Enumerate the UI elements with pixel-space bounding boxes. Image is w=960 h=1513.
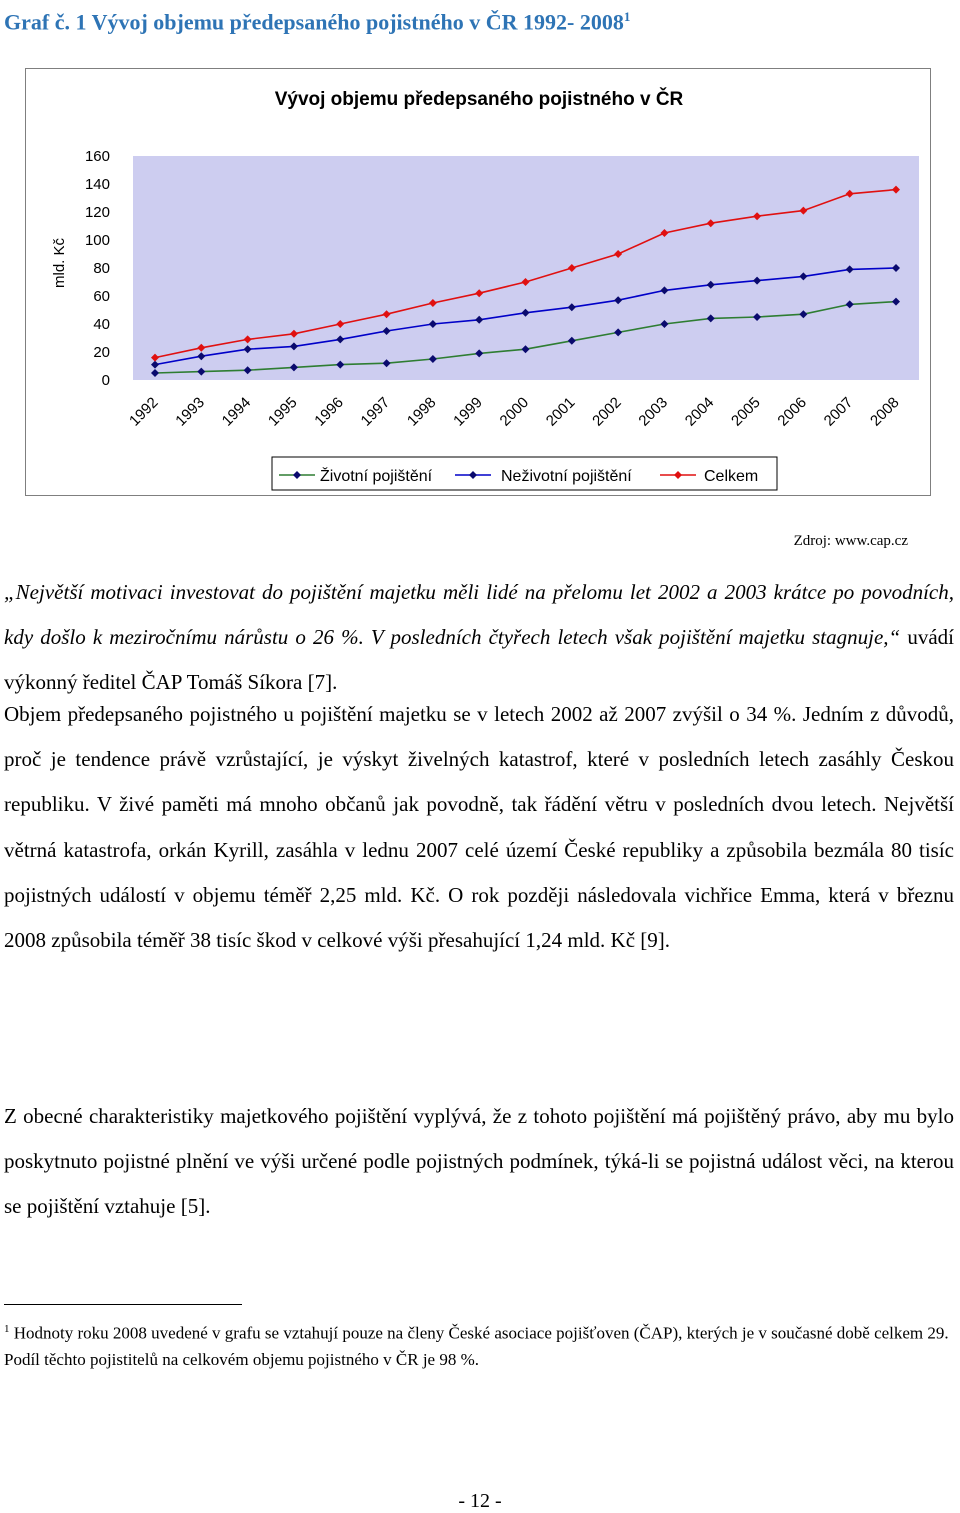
x-tick-label: 2006 bbox=[774, 394, 811, 430]
y-tick-label: 80 bbox=[93, 260, 110, 277]
chart-title: Vývoj objemu předepsaného pojistného v ČR bbox=[274, 89, 684, 110]
x-tick-label: 2007 bbox=[820, 394, 857, 430]
footnote-separator bbox=[4, 1304, 242, 1305]
body-paragraph-1: Objem předepsaného pojistného u pojištění majetku se v letech 2002 až 2007 zvýšil o 34 %. Jedním z důvodů, proč je tendence právě vzrůstající, je výskyt živelných katastrof, které v posledních letech zasáhly Českou republiku. V živé paměti má mnoho občanů jak povodně, tak řádění větru v posledních dvou letech. Největší větrná katastrofa, orkán Kyrill, zasáhla v lednu 2007 celé území České republiky a způsobila bezmála 80 tisíc pojistných událostí v objemu téměř 2,25 mld. Kč. O rok později následovala vichřice Emma, která v březnu 2008 způsobila téměř 38 tisíc škod v celkové výši přesahující 1,24 mld. Kč [9]. bbox=[4, 702, 954, 953]
x-tick-label: 2004 bbox=[681, 394, 718, 430]
x-tick-label: 2005 bbox=[728, 394, 764, 430]
line-chart bbox=[26, 69, 932, 497]
y-tick-label: 0 bbox=[101, 372, 110, 389]
legend-label: Celkem bbox=[704, 468, 759, 485]
y-tick-label: 60 bbox=[93, 288, 110, 305]
footnote bbox=[4, 1316, 954, 1373]
y-tick-label: 40 bbox=[93, 316, 110, 333]
chart-caption-heading bbox=[4, 2, 630, 37]
x-tick-label: 2002 bbox=[589, 394, 625, 430]
footnote-number: 1 bbox=[4, 1323, 10, 1335]
chart-caption-text: Graf č. 1 Vývoj objemu předepsaného pojistného v ČR 1992- 2008 bbox=[4, 9, 624, 35]
x-tick-label: 2003 bbox=[635, 394, 672, 430]
chart-frame bbox=[25, 68, 931, 496]
x-tick-label: 1993 bbox=[172, 394, 208, 430]
quote-paragraph bbox=[4, 570, 954, 706]
x-tick-label: 2001 bbox=[542, 394, 579, 430]
body-paragraph-2: Z obecné charakteristiky majetkového pojištění vyplývá, že z tohoto pojištění má pojištěný právo, aby mu bylo poskytnuto pojistné plnění ve výši určené podle pojistných podmínek, týká-li se pojistná událost věci, na kterou se pojištění vztahuje [5]. bbox=[4, 1104, 954, 1219]
source-note: Zdroj: www.cap.cz bbox=[793, 533, 908, 549]
footnote-ref: 1 bbox=[623, 9, 631, 24]
legend-label: Životní pojištění bbox=[320, 468, 433, 485]
x-tick-label: 1997 bbox=[357, 394, 394, 430]
x-tick-label: 1992 bbox=[126, 394, 162, 430]
x-tick-label: 1996 bbox=[311, 394, 347, 430]
legend-label: Neživotní pojištění bbox=[501, 468, 632, 485]
quote-text: „Největší motivaci investovat do pojištění majetku měli lidé na přelomu let 2002 a 2003 krátce po povodních, kdy došlo k meziročnímu nárůstu o 26 %. V posledních čtyřech letech však pojištění majetku stagnuje,“ bbox=[4, 580, 954, 650]
y-tick-label: 140 bbox=[84, 176, 110, 193]
y-tick-label: 160 bbox=[84, 148, 110, 165]
x-tick-label: 2008 bbox=[867, 394, 903, 430]
x-tick-label: 1994 bbox=[218, 394, 255, 430]
x-tick-label: 1998 bbox=[403, 394, 440, 430]
y-tick-label: 120 bbox=[84, 204, 110, 221]
page-number: - 12 - bbox=[458, 1490, 502, 1512]
y-tick-label: 100 bbox=[84, 232, 110, 249]
x-tick-label: 2000 bbox=[496, 394, 533, 430]
quote-attribution: uvádí výkonný ředitel ČAP Tomáš Síkora [7]. bbox=[4, 625, 954, 695]
y-axis-label: mld. Kč bbox=[51, 237, 68, 289]
x-tick-label: 1995 bbox=[264, 394, 301, 430]
footnote-text: Hodnoty roku 2008 uvedené v grafu se vztahují pouze na členy České asociace pojišťoven (ČAP), kterých je v současné době celkem 29. Podíl těchto pojistitelů na celkovém objemu pojistného v ČR je 98 %. bbox=[4, 1323, 949, 1369]
x-tick-label: 1999 bbox=[450, 394, 486, 430]
y-tick-label: 20 bbox=[93, 344, 110, 361]
